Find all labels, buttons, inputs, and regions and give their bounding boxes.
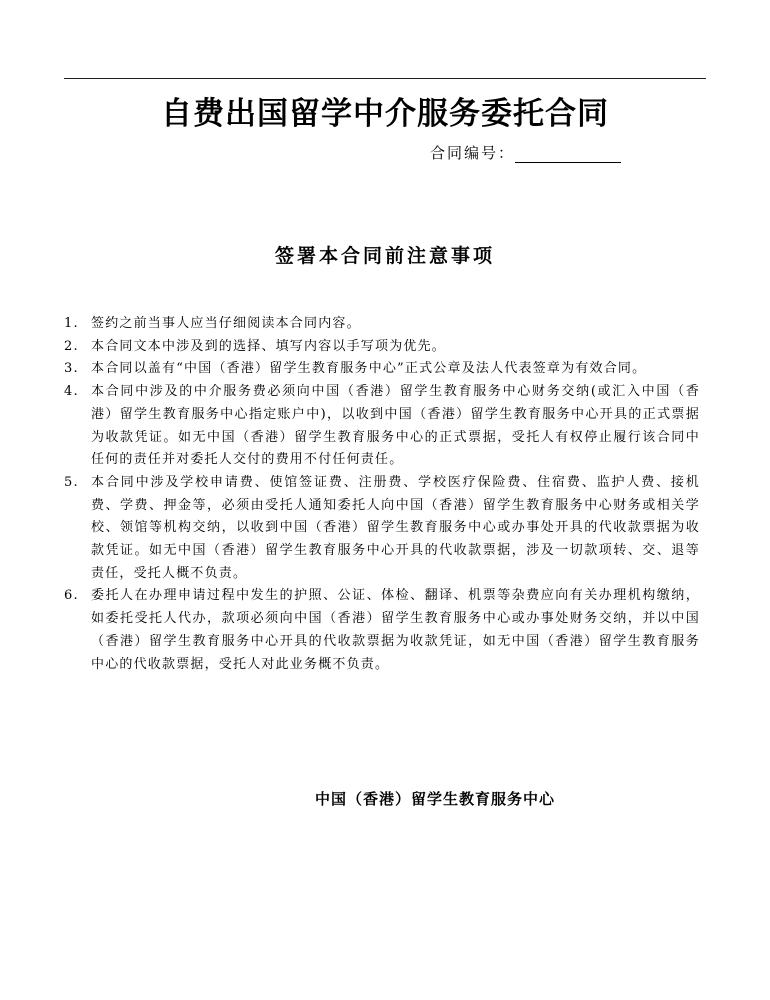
list-item xyxy=(64,472,700,586)
contract-title: 自费出国留学中介服务委托合同 xyxy=(161,96,609,132)
item-number: 6. xyxy=(64,588,79,604)
item-number: 3. xyxy=(64,361,79,377)
contract-number xyxy=(430,142,621,163)
item-text: 本合同中涉及的中介服务费必须向中国（香港）留学生教育服务中心财务交纳(或汇入中国（香港）留学生教育服务中心指定账户中)，以收到中国（香港）留学生教育服务中心开具的正式票据为收款凭证。如无中国（香港）留学生教育服务中心的正式票据，受托人有权停止履行该合同中任何的责任并对委托人交付的费用不付任何责任。 xyxy=(91,384,700,468)
list-item xyxy=(64,358,700,381)
item-text: 签约之前当事人应当仔细阅读本合同内容。 xyxy=(91,316,361,331)
signature-organization: 中国（香港）留学生教育服务中心 xyxy=(315,790,556,808)
item-text: 本合同中涉及学校申请费、使馆签证费、注册费、学校医疗保险费、住宿费、监护人费、接机费、学费、押金等，必须由受托人通知委托人向中国（香港）留学生教育服务中心财务或相关学校、领馆等机构交纳，以收到中国（香港）留学生教育服务中心或办事处开具的代收款票据为收款凭证。如无中国（香港）留学生教育服务中心开具的代收款票据，涉及一切款项转、交、退等责任，受托人概不负责。 xyxy=(91,474,700,581)
item-number: 4. xyxy=(64,384,79,400)
item-text: 本合同以盖有“中国（香港）留学生教育服务中心”正式公章及法人代表签章为有效合同。 xyxy=(91,361,647,377)
notice-list xyxy=(64,313,700,676)
contract-number-label: 合同编号： xyxy=(430,144,516,162)
item-number: 5. xyxy=(64,474,79,490)
list-item xyxy=(64,336,700,359)
top-rule xyxy=(64,78,706,79)
item-number: 2. xyxy=(64,338,79,354)
item-number: 1. xyxy=(64,316,79,331)
item-text: 本合同文本中涉及到的选择、填写内容以手写项为优先。 xyxy=(91,338,447,354)
list-item xyxy=(64,381,700,472)
contract-number-field[interactable] xyxy=(515,146,621,163)
list-item xyxy=(64,313,700,336)
notice-title: 签署本合同前注意事项 xyxy=(274,245,495,267)
list-item xyxy=(64,585,700,676)
item-text: 委托人在办理申请过程中发生的护照、公证、体检、翻译、机票等杂费应向有关办理机构缴纳，如委托受托人代办，款项必须向中国（香港）留学生教育服务中心或办事处财务交纳，并以中国（香港）留学生教育服务中心开具的代收款票据为收款凭证，如无中国（香港）留学生教育服务中心的代收款票据，受托人对此业务概不负责。 xyxy=(91,588,700,672)
